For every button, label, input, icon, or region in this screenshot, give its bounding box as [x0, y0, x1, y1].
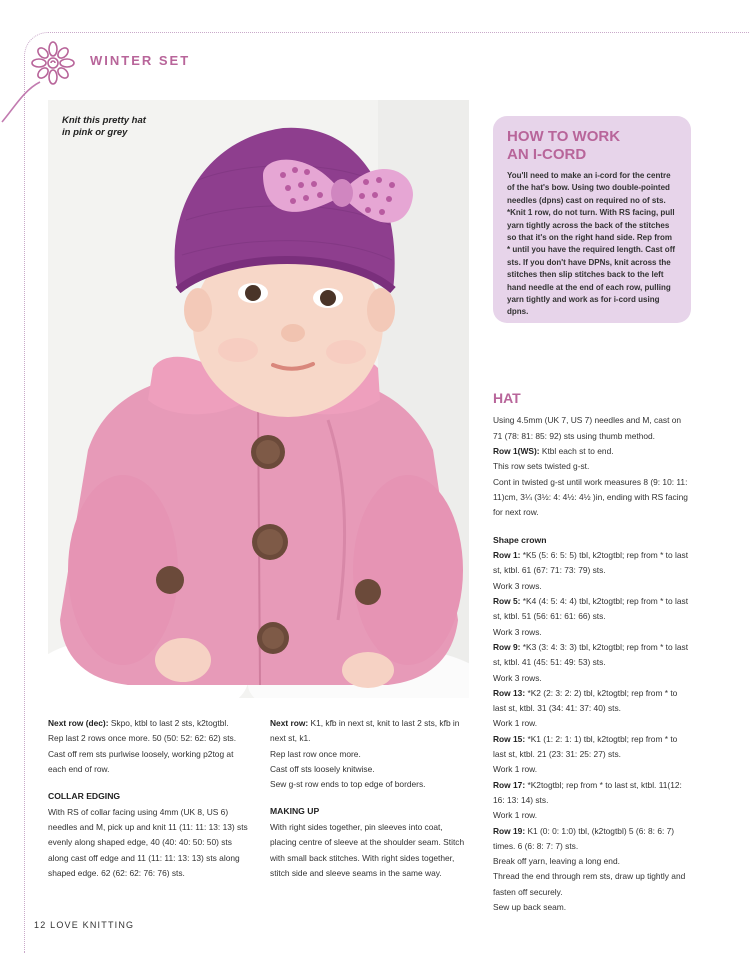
page-footer	[34, 920, 134, 930]
cast-off-text: Cast off sts loosely knitwise.	[270, 763, 375, 774]
collar-edging-heading: COLLAR EDGING	[48, 791, 121, 802]
flower-icon	[28, 38, 78, 88]
finish-step: Break off yarn, leaving a long end.	[493, 856, 620, 867]
hat-column	[493, 386, 691, 915]
crown-rows	[493, 548, 691, 854]
hat-row-1ws: Row 1(WS): Ktbl each st to end.	[493, 446, 614, 457]
hat-cont-text: Cont in twisted g-st until work measures 8 (9: 10: 11: 11)cm, 3¼ (3½: 4: 4½: 4½ )in, ending with RS facing for next row.	[493, 476, 688, 518]
next-row: Next row: K1, kfb in next st, knit to last 2 sts, kfb in next st, k1.	[270, 718, 460, 744]
cast-off-text: Cast off rem sts purlwise loosely, working p2tog at each end of row.	[48, 748, 234, 774]
info-box-body: You'll need to make an i-cord for the centre of the hat's bow. Using two double-pointed needles (dpns) cast on required no of sts. *Knit 1 row, do not turn. With RS facing, pull yarn tightly across the back of the stitches so that it's on the right hand side. Rep from * until you have the required length. Cast off sts. If you don't have DPNs, knit across the stitches then slip stitches back to the left hand needle at the end of each row, pulling yarn tightly and work as for i-cord using dpns.	[507, 171, 676, 317]
section-title: WINTER SET	[90, 53, 191, 68]
coat-column-1	[48, 716, 253, 881]
sew-text: Sew g-st row ends to top edge of borders.	[270, 779, 426, 790]
crown-row-note: Work 3 rows.	[493, 580, 542, 591]
magazine-name: LOVE KNITTING	[50, 920, 135, 930]
collar-edging-text: With RS of collar facing using 4mm (UK 8, US 6) needles and M, pick up and knit 11 (11: 11: 13: 13) sts evenly along shaped edge, 40 (40: 40: 50: 50) sts along cast off edge and 11 (11: 11: 13: 13) sts along shaped edge. 62 (62: 62: 76: 76) sts.	[48, 806, 248, 879]
baby-photo	[48, 100, 469, 698]
crown-row: Row 19: K1 (0: 0: 1:0) tbl, (k2togtbl) 5 (6: 8: 6: 7) times. 6 (6: 8: 7: 7) sts.	[493, 825, 675, 851]
repeat-text: Rep last 2 rows once more. 50 (50: 52: 62: 62) sts.	[48, 733, 237, 744]
finish-step: Thread the end through rem sts, draw up tightly and fasten off securely.	[493, 871, 686, 897]
crown-row: Row 5: *K4 (4: 5: 4: 4) tbl, k2togtbl; rep from * to last st, ktbl. 51 (56: 61: 61: 66) sts.	[493, 596, 689, 622]
hat-heading: HAT	[493, 390, 521, 406]
info-box-title: HOW TO WORK AN I-CORD	[507, 128, 621, 163]
crown-row-note: Work 3 rows.	[493, 626, 542, 637]
shape-crown-heading: Shape crown	[493, 534, 547, 545]
repeat-text: Rep last row once more.	[270, 748, 361, 759]
hat-set-text: This row sets twisted g-st.	[493, 461, 590, 472]
crown-row-note: Work 1 row.	[493, 718, 538, 729]
crown-row-note: Work 3 rows.	[493, 672, 542, 683]
crown-row: Row 15: *K1 (1: 2: 1: 1) tbl, k2togtbl; rep from * to last st, ktbl. 21 (23: 31: 25: 27) sts.	[493, 733, 678, 760]
coat-column-2	[270, 716, 470, 881]
crown-row: Row 9: *K3 (3: 4: 3: 3) tbl, k2togtbl; rep from * to last st, ktbl. 41 (45: 51: 49: 53) sts.	[493, 641, 689, 668]
finish-step: Sew up back seam.	[493, 902, 567, 913]
crown-row-note: Work 1 row.	[493, 810, 538, 821]
page-number: 12	[34, 920, 47, 930]
next-row-dec: Next row (dec): Skpo, ktbl to last 2 sts, k2togtbl.	[48, 718, 229, 728]
icord-info-box	[493, 116, 691, 323]
photo-caption: Knit this pretty hat in pink or grey	[62, 115, 146, 139]
hat-intro: Using 4.5mm (UK 7, US 7) needles and M, cast on 71 (78: 81: 85: 92) sts using thumb method.	[493, 415, 682, 441]
making-up-text: With right sides together, pin sleeves into coat, placing centre of sleeve at the shoulder seam. Stitch with small back stitches. With right sides together, stitch side and sleeve seams in the same way.	[270, 822, 465, 879]
crown-row-note: Work 1 row.	[493, 764, 538, 775]
crown-row: Row 1: *K5 (5: 6: 5: 5) tbl, k2togtbl; rep from * to last st, ktbl. 61 (67: 71: 73: 79) sts.	[493, 550, 689, 576]
crown-row: Row 13: *K2 (2: 3: 2: 2) tbl, k2togtbl; rep from * to last st, ktbl. 31 (34: 41: 37: 40) sts.	[493, 687, 678, 714]
crown-row: Row 17: *K2togtbl; rep from * to last st, ktbl. 11(12: 16: 13: 14) sts.	[493, 779, 682, 805]
making-up-heading: MAKING UP	[270, 806, 320, 817]
